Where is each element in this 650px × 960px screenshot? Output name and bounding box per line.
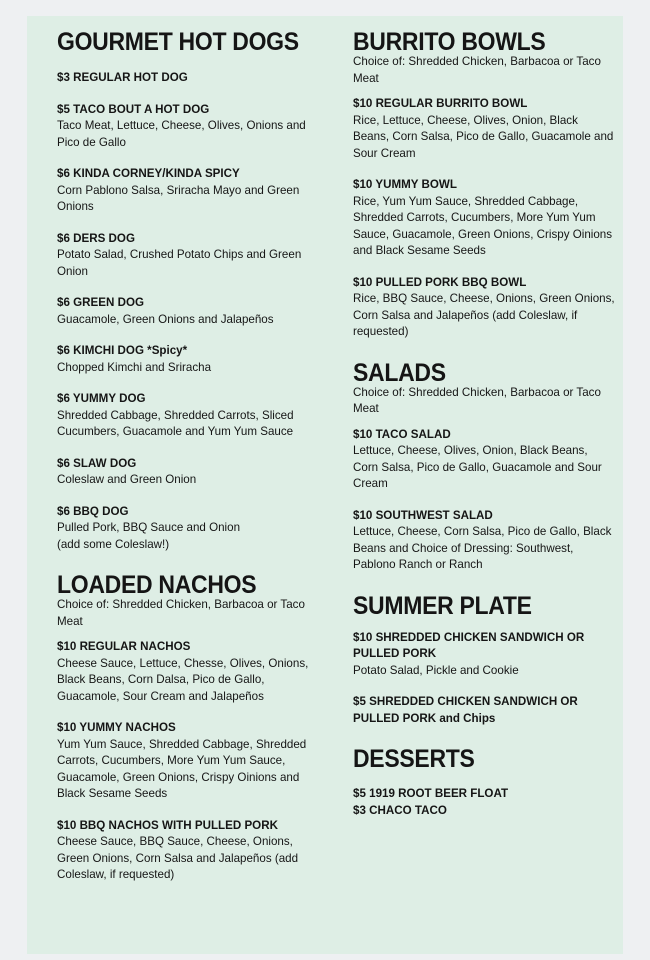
dessert-item: $3 CHACO TACO xyxy=(353,804,447,817)
item-title: $6 DERS DOG xyxy=(57,231,135,245)
section-title: SUMMER PLATE xyxy=(353,590,532,619)
section-burrito-bowls xyxy=(353,26,615,341)
item-title: $3 REGULAR HOT DOG xyxy=(57,71,188,84)
section-loaded-nachos xyxy=(57,569,327,884)
section-summer-plate xyxy=(353,590,615,728)
item-list xyxy=(353,427,615,574)
item-description: Yum Yum Sauce, Shredded Cabbage, Shredded Carrots, Cucumbers, More Yum Yum Sauce, Guacamole, Green Onions, Crispy Oinions and Black Sesame Seeds xyxy=(57,737,307,800)
item-description: Potato Salad, Pickle and Cookie xyxy=(353,663,519,677)
menu-item xyxy=(57,231,327,281)
item-description: Rice, BBQ Sauce, Cheese, Onions, Green Onions, Corn Salsa and Jalapeños (add Coleslaw, if requested) xyxy=(353,292,615,338)
left-column xyxy=(57,26,327,900)
item-description: Coleslaw and Green Onion xyxy=(57,473,197,486)
item-list xyxy=(353,630,615,728)
item-title: $10 PULLED PORK BBQ BOWL xyxy=(353,275,527,289)
item-description: Cheese Sauce, Lettuce, Chesse, Olives, Onions, Black Beans, Corn Dalsa, Pico de Gallo, Guacamole, Sour Cream and Jalapeños xyxy=(57,656,309,703)
menu-item xyxy=(57,70,327,87)
section-intro: Choice of: Shredded Chicken, Barbacoa or Taco Meat xyxy=(353,385,601,415)
item-description: Taco Meat, Lettuce, Cheese, Olives, Onions and Pico de Gallo xyxy=(57,119,306,149)
item-list xyxy=(57,639,327,884)
item-title: $10 REGULAR BURRITO BOWL xyxy=(353,97,528,110)
menu-item xyxy=(353,630,615,680)
menu-item xyxy=(57,102,327,152)
section-title: BURRITO BOWLS xyxy=(353,27,546,56)
menu-item xyxy=(57,391,327,441)
item-title: $6 KINDA CORNEY/KINDA SPICY xyxy=(57,167,240,180)
item-title: $10 SHREDDED CHICKEN SANDWICH OR PULLED PORK xyxy=(353,630,585,660)
item-description: Pulled Pork, BBQ Sauce and Onion (add some Coleslaw!) xyxy=(57,521,241,551)
item-list xyxy=(353,96,615,341)
dessert-item: $5 1919 ROOT BEER FLOAT xyxy=(353,787,509,800)
menu-item xyxy=(353,508,615,574)
item-title: $10 TACO SALAD xyxy=(353,427,451,441)
item-title: $10 BBQ NACHOS WITH PULLED PORK xyxy=(57,818,278,832)
section-intro: Choice of: Shredded Chicken, Barbacoa or Taco Meat xyxy=(57,598,305,628)
item-title: $10 REGULAR NACHOS xyxy=(57,640,191,653)
item-title: $10 YUMMY NACHOS xyxy=(57,721,176,734)
item-description: Chopped Kimchi and Sriracha xyxy=(57,360,212,374)
item-title: $6 SLAW DOG xyxy=(57,456,137,470)
item-description: Rice, Lettuce, Cheese, Olives, Onion, Black Beans, Corn Salsa, Pico de Gallo, Guacamole and Sour Cream xyxy=(353,113,614,160)
section-title: LOADED NACHOS xyxy=(57,570,257,599)
menu-item xyxy=(353,275,615,341)
section-title: SALADS xyxy=(353,357,446,386)
item-title: $6 KIMCHI DOG *Spicy* xyxy=(57,344,188,357)
menu-item xyxy=(353,96,615,162)
menu-item xyxy=(57,818,327,884)
item-title: $6 BBQ DOG xyxy=(57,504,129,518)
item-description: Cheese Sauce, BBQ Sauce, Cheese, Onions, Green Onions, Corn Salsa and Jalapeños (add Coleslaw, if requested) xyxy=(57,835,299,881)
menu-item xyxy=(57,639,327,705)
item-title: $10 YUMMY BOWL xyxy=(353,178,457,191)
item-description: Guacamole, Green Onions and Jalapeños xyxy=(57,312,274,326)
menu-item xyxy=(353,177,615,260)
section-intro: Choice of: Shredded Chicken, Barbacoa or Taco Meat xyxy=(353,55,601,85)
menu-item xyxy=(57,295,327,328)
item-description: Potato Salad, Crushed Potato Chips and Green Onion xyxy=(57,248,302,278)
section-salads xyxy=(353,357,615,574)
section-title: DESSERTS xyxy=(353,744,475,773)
menu-item xyxy=(57,166,327,216)
menu-item xyxy=(57,456,327,489)
item-title: $6 GREEN DOG xyxy=(57,296,144,309)
menu-item xyxy=(57,720,327,803)
menu-item xyxy=(353,427,615,493)
section-gourmet-hot-dogs xyxy=(57,26,327,553)
item-title: $10 SOUTHWEST SALAD xyxy=(353,508,493,522)
item-description: Shredded Cabbage, Shredded Carrots, Sliced Cucumbers, Guacamole and Yum Yum Sauce xyxy=(57,408,294,438)
menu-item xyxy=(57,504,327,554)
item-list xyxy=(57,70,327,553)
menu-page xyxy=(27,16,623,954)
item-description: Corn Pablono Salsa, Sriracha Mayo and Green Onions xyxy=(57,183,300,213)
item-description: Rice, Yum Yum Sauce, Shredded Cabbage, Shredded Carrots, Cucumbers, More Yum Yum Sauce, Guacamole, Green Onions, Crispy Oinions and Black Sesame Seeds xyxy=(353,194,613,257)
menu-item xyxy=(353,694,615,727)
section-title: GOURMET HOT DOGS xyxy=(57,27,299,56)
item-title: $5 SHREDDED CHICKEN SANDWICH OR PULLED PORK and Chips xyxy=(353,695,578,725)
menu-item xyxy=(57,343,327,376)
section-desserts xyxy=(353,743,615,819)
item-title: $6 YUMMY DOG xyxy=(57,392,146,405)
item-description: Lettuce, Cheese, Corn Salsa, Pico de Gallo, Black Beans and Choice of Dressing: Southwest, Pablono Ranch or Ranch xyxy=(353,525,612,571)
item-title: $5 TACO BOUT A HOT DOG xyxy=(57,102,210,116)
item-description: Lettuce, Cheese, Olives, Onion, Black Beans, Corn Salsa, Pico de Gallo, Guacamole and Sour Cream xyxy=(353,444,602,490)
right-column xyxy=(353,26,615,835)
